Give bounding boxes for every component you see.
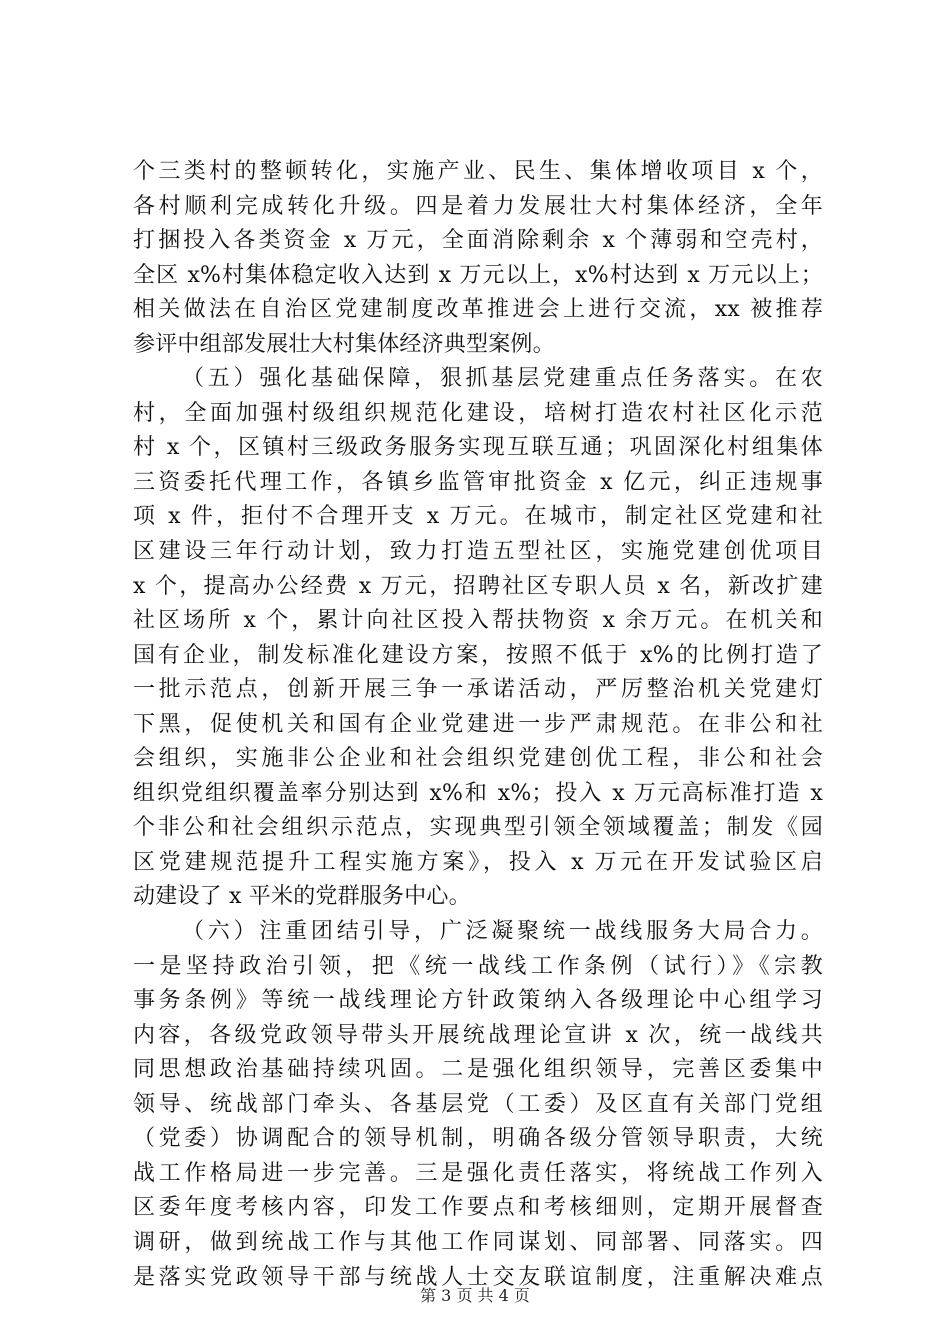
text-line: 三资委托代理工作，各镇乡监管审批资金 x 亿元，纠正违规事 (133, 469, 823, 495)
text-line: 会组织，实施非公企业和社会组织党建创优工程，非公和社会 (133, 746, 823, 772)
text-line: 事务条例》等统一战线理论方针政策纳入各级理论中心组学习 (133, 988, 823, 1014)
text-line: 村，全面加强村级组织规范化建设，培树打造农村社区化示范 (133, 400, 823, 426)
text-line: 一批示范点，创新开展三争一承诺活动，严厉整治机关党建灯 (133, 677, 823, 703)
section-heading-line: （五）强化基础保障，狠抓基层党建重点任务落实。在农 (182, 366, 823, 392)
text-line: 相关做法在自治区党建制度改革推进会上进行交流，xx 被推荐 (133, 297, 823, 323)
text-line: 各村顺利完成转化升级。四是着力发展壮大村集体经济，全年 (133, 193, 823, 219)
text-line: 项 x 件，拒付不合理开支 x 万元。在城市，制定社区党建和社 (133, 504, 823, 530)
text-line: 战工作格局进一步完善。三是强化责任落实，将统战工作列入 (133, 1160, 823, 1186)
text-line: 一是坚持政治引领，把《统一战线工作条例（试行）》《宗教 (133, 953, 823, 979)
text-line: 领导、统战部门牵头、各基层党（工委）及区直有关部门党组 (133, 1091, 823, 1117)
text-line: 村 x 个，区镇村三级政务服务实现互联互通；巩固深化村组集体 (133, 435, 823, 461)
text-line: 动建设了 x 平米的党群服务中心。 (133, 884, 471, 910)
text-line: 区建设三年行动计划，致力打造五型社区，实施党建创优项目 (133, 539, 823, 565)
text-line: 区委年度考核内容，印发工作要点和考核细则，定期开展督查 (133, 1195, 823, 1221)
text-line: 全区 x%村集体稳定收入达到 x 万元以上，x%村达到 x 万元以上； (133, 262, 823, 288)
text-line: x 个，提高办公经费 x 万元，招聘社区专职人员 x 名，新改扩建 (133, 573, 823, 599)
text-line: 社区场所 x 个，累计向社区投入帮扶物资 x 余万元。在机关和 (133, 608, 823, 634)
text-line: 区党建规范提升工程实施方案》，投入 x 万元在开发试验区启 (133, 849, 823, 875)
text-line: 国有企业，制发标准化建设方案，按照不低于 x%的比例打造了 (133, 642, 823, 668)
section-heading-line: （六）注重团结引导，广泛凝聚统一战线服务大局合力。 (182, 919, 823, 945)
text-line: 内容，各级党政领导带头开展统战理论宣讲 x 次，统一战线共 (133, 1022, 823, 1048)
text-line: 参评中组部发展壮大村集体经济典型案例。 (133, 331, 555, 357)
text-line: 打捆投入各类资金 x 万元，全面消除剩余 x 个薄弱和空壳村， (133, 228, 823, 254)
text-line: 个三类村的整顿转化，实施产业、民生、集体增收项目 x 个， (133, 159, 823, 184)
text-line: （党委）协调配合的领导机制，明确各级分管领导职责，大统 (133, 1126, 823, 1152)
text-line: 组织党组织覆盖率分别达到 x%和 x%；投入 x 万元高标准打造 x (133, 780, 823, 806)
text-line: 个非公和社会组织示范点，实现典型引领全领域覆盖；制发《园 (133, 815, 823, 841)
text-line: 调研，做到统战工作与其他工作同谋划、同部署、同落实。四 (133, 1229, 823, 1255)
page-number-footer: 第 3 页 共 4 页 (420, 1286, 530, 1305)
text-line: 是落实党政领导干部与统战人士交友联谊制度，注重解决难点 (133, 1264, 823, 1290)
document-body (133, 155, 823, 1295)
text-line: 下黑，促使机关和国有企业党建进一步严肃规范。在非公和社 (133, 711, 823, 737)
text-line: 同思想政治基础持续巩固。二是强化组织领导，完善区委集中 (133, 1057, 823, 1083)
